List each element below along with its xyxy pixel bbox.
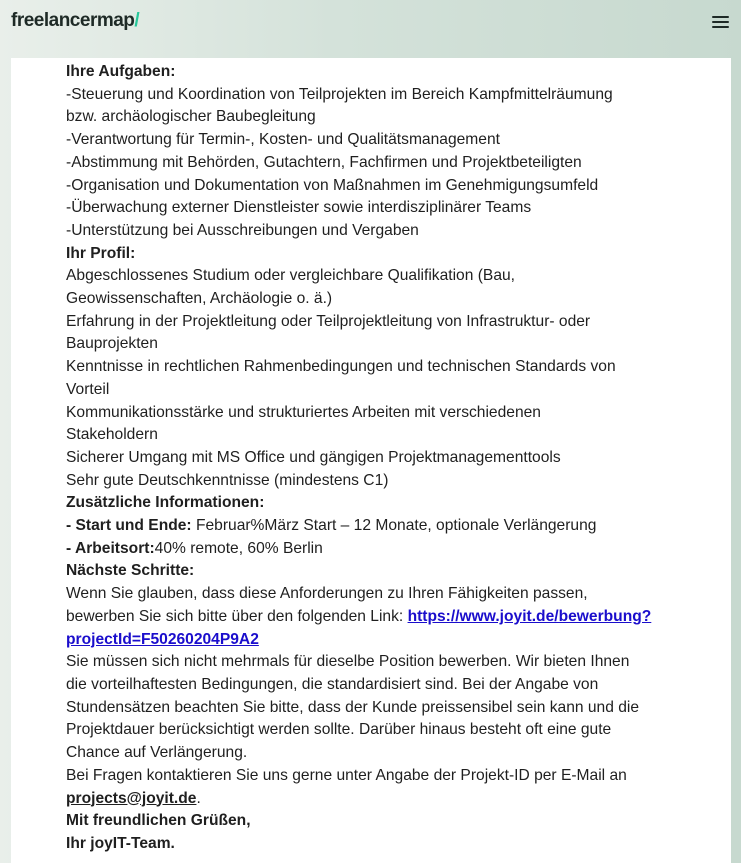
profile-line: Erfahrung in der Projektleitung oder Teilprojektleitung von Infrastruktur- oder: [66, 312, 591, 330]
next-steps-line: Sie müssen sich nicht mehrmals für dieselbe Position bewerben. Wir bieten Ihnen: [66, 653, 630, 671]
apply-text: bewerben Sie sich bitte über den folgenden Link:: [66, 607, 408, 625]
start-end-value: Februar%März Start – 12 Monate, optionale Verlängerung: [191, 517, 597, 535]
next-steps-line: Wenn Sie glauben, dass diese Anforderungen zu Ihren Fähigkeiten passen,: [66, 585, 588, 603]
next-steps-heading: Nächste Schritte:: [66, 562, 195, 580]
location-line: [66, 538, 696, 561]
email-suffix: .: [196, 789, 201, 807]
profile-line: Sicherer Umgang mit MS Office und gängigen Projektmanagementtools: [66, 448, 561, 466]
profile-line: Kommunikationsstärke und strukturiertes Arbeiten mit verschiedenen: [66, 403, 541, 421]
project-description-panel: [11, 58, 731, 863]
profile-heading: Ihr Profil:: [66, 244, 136, 262]
profile-line: Abgeschlossenes Studium oder vergleichbare Qualifikation (Bau,: [66, 267, 516, 285]
task-line: -Überwachung externer Dienstleister sowie interdisziplinärer Teams: [66, 199, 532, 217]
tasks-heading: Ihre Aufgaben:: [66, 63, 176, 80]
hamburger-menu-icon[interactable]: [710, 13, 732, 31]
menu-bar: [712, 16, 729, 18]
closing-greeting: Mit freundlichen Grüßen,: [66, 812, 251, 830]
profile-line: Vorteil: [66, 380, 110, 398]
email-line: [66, 788, 696, 811]
logo-slash: /: [134, 10, 140, 31]
profile-line: Kenntnisse in rechtlichen Rahmenbedingungen und technischen Standards von: [66, 358, 616, 376]
profile-line: Stakeholdern: [66, 426, 158, 444]
task-line: -Verantwortung für Termin-, Kosten- und Qualitätsmanagement: [66, 131, 500, 149]
next-steps-line: Chance auf Verlängerung.: [66, 744, 248, 762]
menu-bar: [712, 21, 729, 23]
closing-signature: Ihr joyIT-Team.: [66, 834, 175, 852]
next-steps-line: Projektdauer berücksichtigt werden sollte. Darüber hinaus besteht oft eine gute: [66, 721, 612, 739]
menu-bar: [712, 26, 729, 28]
application-link-continued[interactable]: projectId=F50260204P9A2: [66, 630, 259, 648]
start-end-label: - Start und Ende:: [66, 517, 192, 535]
profile-line: Geowissenschaften, Archäologie o. ä.): [66, 290, 333, 308]
next-steps-line: die vorteilhaftesten Bedingungen, die standardisiert sind. Bei der Angabe von: [66, 675, 599, 693]
task-line: bzw. archäologischer Baubegleitung: [66, 108, 316, 126]
task-line: -Abstimmung mit Behörden, Gutachtern, Fachfirmen und Projektbeteiligten: [66, 153, 582, 171]
profile-line: Bauprojekten: [66, 335, 158, 353]
task-line: -Unterstützung bei Ausschreibungen und Vergaben: [66, 221, 419, 239]
location-value: 40% remote, 60% Berlin: [154, 539, 323, 557]
task-line: -Organisation und Dokumentation von Maßnahmen im Genehmigungsumfeld: [66, 176, 599, 194]
project-description-text: [66, 61, 696, 856]
next-steps-line: Stundensätzen beachten Sie bitte, dass der Kunde preissensibel sein kann und die: [66, 698, 640, 716]
start-end-line: [66, 515, 696, 538]
application-link[interactable]: https://www.joyit.de/bewerbung?: [407, 607, 652, 625]
task-line: -Steuerung und Koordination von Teilprojekten im Bereich Kampfmittelräumung: [66, 85, 613, 103]
logo-text: freelancermap: [11, 10, 135, 31]
top-header: [0, 0, 741, 56]
profile-line: Sehr gute Deutschkenntnisse (mindestens C1): [66, 471, 389, 489]
location-label: - Arbeitsort:: [66, 539, 155, 557]
apply-link-line: [66, 629, 696, 652]
freelancermap-logo[interactable]: [11, 10, 139, 32]
apply-line: [66, 606, 696, 629]
additional-info-heading: Zusätzliche Informationen:: [66, 494, 265, 512]
contact-email-link[interactable]: projects@joyit.de: [66, 789, 197, 807]
next-steps-line: Bei Fragen kontaktieren Sie uns gerne unter Angabe der Projekt-ID per E-Mail an: [66, 766, 627, 784]
